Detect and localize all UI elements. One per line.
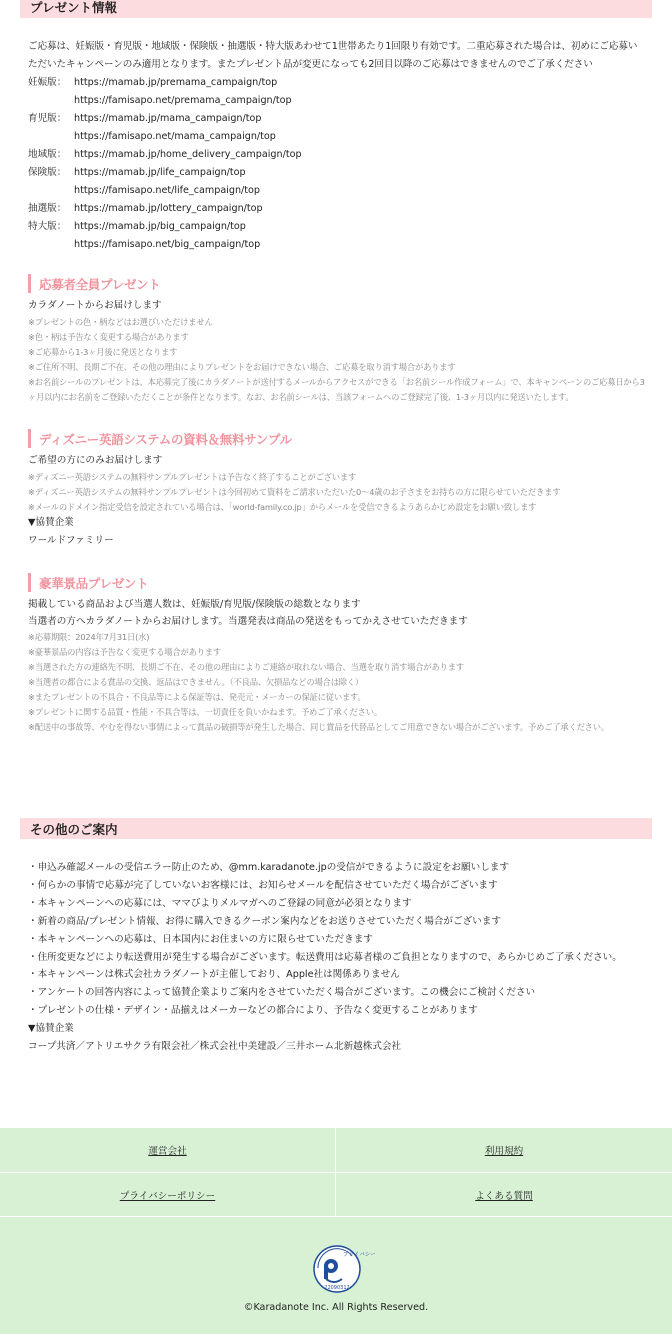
disney-body bbox=[28, 453, 646, 550]
present-info-body bbox=[28, 38, 646, 254]
luxury-main-1: 掲載している商品および当選人数は、妊娠版/育児版/保険版の総数となります bbox=[28, 599, 361, 610]
section-header-other: その他のご案内 bbox=[20, 818, 652, 839]
all-present-note: ※お名前シールのプレゼントは、本応募完了後にカラダノートが送付するメールからアクセスができる「お名前シール作成フォーム」で、本キャンペーンのご応募日から3ヶ月以内にお名前をご登録いただくことが条件となります。なお、お名前シールは、当該フォームへのご登録完了後、1-3ヶ月以内に発送いたします。 bbox=[28, 376, 645, 402]
subheading-all-present: 応募者全員プレゼント bbox=[28, 274, 648, 293]
disney-note: ※メールのドメイン指定受信を設定されている場合は、「world-family.co.jp」からメールを受信できるようあらかじめ設定をお願い致します bbox=[28, 501, 537, 512]
disney-main: ご希望の方にのみお届けします bbox=[28, 455, 163, 466]
campaign-url-row bbox=[28, 182, 646, 200]
all-present-note: ※プレゼントの色・柄などはお選びいただけません bbox=[28, 316, 213, 327]
campaign-version-label bbox=[28, 182, 74, 200]
campaign-version-label: 保険版： bbox=[28, 167, 67, 178]
campaign-url[interactable]: https://famisapo.net/life_campaign/top bbox=[74, 185, 261, 196]
section-header-present: プレゼント情報 bbox=[20, 0, 652, 18]
footer-cell-privacy bbox=[0, 1173, 336, 1217]
disney-note: ※ディズニー英語システムの無料サンプルプレゼントは今回初めて資料をご請求いただいた0〜4歳のお子さまをお持ちの方に限らせていただきます bbox=[28, 486, 561, 497]
disney-sponsor-heading: ▼協賛企業 bbox=[28, 516, 74, 528]
other-info-item: ・アンケートの回答内容によって協賛企業よりご案内をさせていただく場合がございます。この機会にご検討ください bbox=[28, 987, 536, 999]
campaign-url-row bbox=[28, 92, 646, 110]
luxury-note: ※配送中の事故等、やむを得ない事情によって賞品の破損等が発生した場合、同じ賞品を代替品としてご用意できない場合がございます。予めご了承ください。 bbox=[28, 722, 609, 732]
campaign-version-label bbox=[28, 236, 74, 254]
campaign-url-row bbox=[28, 218, 646, 236]
campaign-url-row bbox=[28, 146, 646, 164]
campaign-url[interactable]: https://famisapo.net/mama_campaign/top bbox=[74, 131, 276, 142]
luxury-note: ※応募期限：2024年7月31日(水) bbox=[28, 632, 150, 642]
footer-cell-terms bbox=[336, 1128, 672, 1173]
all-present-notes bbox=[28, 315, 646, 405]
disney-notes bbox=[28, 470, 646, 515]
campaign-version-label: 特大版： bbox=[28, 221, 67, 232]
campaign-url-row bbox=[28, 74, 646, 92]
other-info-list bbox=[28, 859, 646, 1020]
terms-link[interactable]: 利用規約 bbox=[484, 1146, 524, 1157]
all-present-note: ※ご応募から1-3ヶ月後に発送となります bbox=[28, 346, 178, 357]
luxury-note: ※豪華景品の内容は予告なく変更する場合があります bbox=[28, 647, 221, 657]
all-present-note: ※ご住所不明、長期ご不在、その他の理由によりプレゼントをお届けできない場合、ご応募を取り消す場合があります bbox=[28, 361, 456, 372]
all-present-main: カラダノートからお届けします bbox=[28, 300, 162, 311]
present-intro-text: ご応募は、妊娠版・育児版・地域版・保険版・抽選版・特大版あわせて1世帯あたり1回限り有効です。二重応募された場合は、初めにご応募いただいたキャンペーンのみ適用となります。またプレゼント品が変更になっても2回目以降のご応募はできませんのでご了承ください bbox=[28, 41, 638, 70]
disney-sponsor: ワールドファミリー bbox=[28, 535, 114, 546]
other-info-item: ・住所変更などにより転送費用が発生する場合がございます。転送費用は応募者様のご負担となりますので、あらかじめご了承ください。 bbox=[28, 951, 622, 963]
campaign-url[interactable]: https://mamab.jp/mama_campaign/top bbox=[74, 113, 262, 124]
campaign-version-label bbox=[28, 128, 74, 146]
pmark-label: プライバシー bbox=[343, 1252, 376, 1258]
privacy-policy-link[interactable]: プライバシーポリシー bbox=[119, 1190, 216, 1202]
campaign-url-row bbox=[28, 110, 646, 128]
all-present-body bbox=[28, 298, 646, 405]
luxury-body bbox=[28, 597, 646, 735]
campaign-version-label: 妊娠版： bbox=[28, 77, 67, 88]
pmark-number: 22090312 bbox=[324, 1285, 350, 1291]
campaign-url-row bbox=[28, 164, 646, 182]
subheading-luxury: 豪華景品プレゼント bbox=[28, 573, 648, 592]
campaign-url[interactable]: https://famisapo.net/premama_campaign/top bbox=[74, 95, 292, 106]
footer-cell-company bbox=[0, 1128, 336, 1173]
footer bbox=[0, 1128, 672, 1334]
footer-cell-faq bbox=[336, 1173, 672, 1217]
luxury-notes bbox=[28, 630, 646, 735]
luxury-note: ※当選された方の連絡先不明、長期ご不在、その他の理由によりご連絡が取れない場合、当選を取り消す場合があります bbox=[28, 662, 464, 672]
copyright-text: ©Karadanote Inc. All Rights Reserved. bbox=[243, 1302, 429, 1313]
campaign-url-row bbox=[28, 128, 646, 146]
other-info-item: ・プレゼントの仕様・デザイン・品揃えはメーカーなどの都合により、予告なく変更することがあります bbox=[28, 1005, 478, 1017]
disney-note: ※ディズニー英語システムの無料サンプルプレゼントは予告なく終了することがございます bbox=[28, 471, 357, 482]
campaign-url[interactable]: https://famisapo.net/big_campaign/top bbox=[74, 239, 261, 250]
other-info-item: ・本キャンペーンは株式会社カラダノートが主催しており、Apple社は関係ありません bbox=[28, 969, 400, 981]
other-info-item: ・何らかの事情で応募が完了していないお客様には、お知らせメールを配信させていただく場合がございます bbox=[28, 879, 498, 891]
other-info-item: ・本キャンペーンへの応募は、日本国内にお住まいの方に限らせていただきます bbox=[28, 933, 373, 945]
all-present-note: ※色・柄は予告なく変更する場合があります bbox=[28, 331, 189, 342]
other-sponsor-heading: ▼協賛企業 bbox=[28, 1023, 74, 1035]
faq-link[interactable]: よくある質問 bbox=[475, 1190, 533, 1202]
campaign-url[interactable]: https://mamab.jp/home_delivery_campaign/top bbox=[74, 149, 302, 160]
subheading-disney: ディズニー英語システムの資料＆無料サンプル bbox=[28, 429, 648, 448]
other-info-item: ・新着の商品/プレゼント情報、お得に購入できるクーポン案内などをお送りさせていただく場合がございます bbox=[28, 915, 501, 927]
other-body bbox=[28, 859, 646, 1056]
luxury-note: ※当選者の都合による賞品の交換、返品はできません。（不良品、欠損品などの場合は除く） bbox=[28, 677, 364, 687]
luxury-note: ※プレゼントに関する品質・性能・不具合等は、一切責任を負いかねます。予めご了承ください。 bbox=[28, 707, 382, 717]
campaign-version-label bbox=[28, 92, 74, 110]
other-sponsors: コープ共済／アトリエサクラ有限会社／株式会社中美建設／三井ホーム北新越株式会社 bbox=[28, 1041, 402, 1053]
campaign-url[interactable]: https://mamab.jp/life_campaign/top bbox=[74, 167, 246, 178]
privacy-mark-icon[interactable] bbox=[312, 1244, 376, 1294]
campaign-url-row bbox=[28, 236, 646, 254]
campaign-version-label: 抽選版： bbox=[28, 203, 67, 214]
luxury-main-2: 当選者の方へカラダノートからお届けします。当選発表は商品の発送をもってかえさせていただきます bbox=[28, 615, 468, 627]
campaign-url-list bbox=[28, 74, 646, 254]
campaign-url[interactable]: https://mamab.jp/premama_campaign/top bbox=[74, 77, 278, 88]
luxury-note: ※またプレゼントの不具合・不良品等による保証等は、発売元・メーカーの保証に従います。 bbox=[28, 692, 366, 702]
other-info-item: ・本キャンペーンへの応募には、ママびよりメルマガへのご登録の同意が必須となります bbox=[28, 897, 412, 909]
campaign-url[interactable]: https://mamab.jp/lottery_campaign/top bbox=[74, 203, 263, 214]
campaign-version-label: 育児版： bbox=[28, 113, 67, 124]
other-info-item: ・申込み確認メールの受信エラー防止のため、@mm.karadanote.jpの受信ができるように設定をお願いします bbox=[28, 862, 509, 873]
campaign-url[interactable]: https://mamab.jp/big_campaign/top bbox=[74, 221, 246, 232]
company-link[interactable]: 運営会社 bbox=[148, 1146, 187, 1157]
footer-links bbox=[0, 1128, 672, 1217]
campaign-url-row bbox=[28, 200, 646, 218]
campaign-version-label: 地域版： bbox=[28, 149, 67, 160]
